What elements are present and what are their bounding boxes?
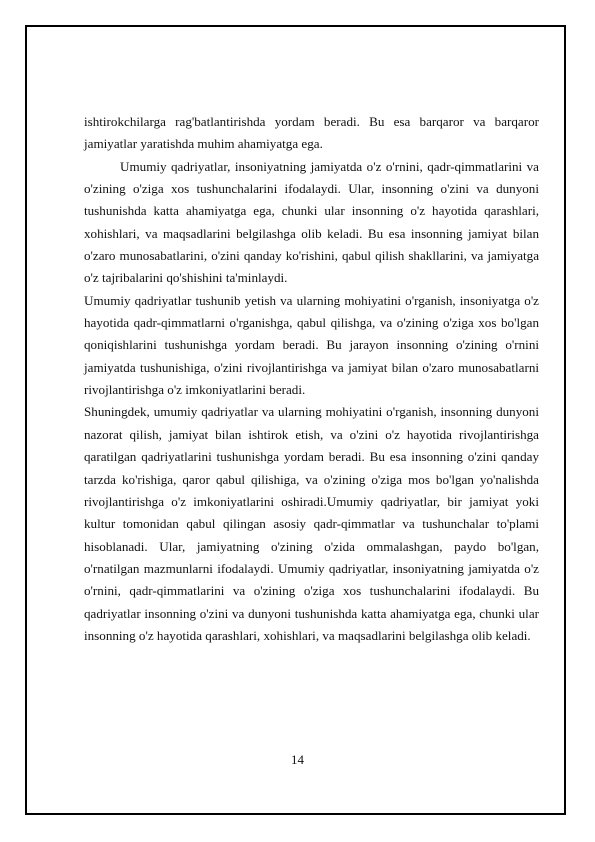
paragraph-shuningdek: Shuningdek, umumiy qadriyatlar va ularning mohiyatini o'rganish, insonning dunyoni nazorat qilish, jamiyat bilan ishtirok etish, va o'zini o'z hayotida rivojlantirishga qaratilgan qadriyatlarini tushunishga yordam beradi. Bu esa insonning o'zini qanday tarzda ko'rishiga, qaror qabul qilishiga, va o'zining o'ziga mos bo'lgan yo'nalishda rivojlantirishga o'z imkoniyatlarini oshiradi.Umumiy qadriyatlar, bir jamiyat yoki kultur tomonidan qabul qilingan asosiy qadr-qimmatlar va tushunchalar to'plami hisoblanadi. Ular, jamiyatning o'zining o'zida ommalashgan, paydo bo'lgan, o'rnatilgan mazmunlarni ifodalaydi. Umumiy qadriyatlar, insoniyatning jamiyatda o'z o'rnini, qadr-qimmatlarini va o'zining o'ziga xos tushunchalarini ifodalaydi. Bu qadriyatlar insonning o'zini va dunyoni tushunishda katta ahamiyatga ega, chunki ular insonning o'z hayotida qarashlari, xohishlari, va maqsadlarini belgilashga olib keladi. <box>84 404 539 643</box>
page-number: 14 <box>291 752 304 767</box>
paragraph-tushunib-yetish: Umumiy qadriyatlar tushunib yetish va ularning mohiyatini o'rganish, insoniyatga o'z hayotida qadr-qimmatlarni o'rganishga, qabul qilishga, va o'zining o'ziga xos bo'lgan qoniqishlarini tushunishga yordam beradi. Bu jarayon insonning o'zining o'rnini jamiyatda tushunishiga, o'zini rivojlantirishga va jamiyat bilan o'zaro munosabatlarni rivojlantirishga o'z imkoniyatlarini beradi. <box>84 292 539 398</box>
page-body <box>84 111 539 647</box>
paragraph-umumiy-qadriyatlar: Umumiy qadriyatlar, insoniyatning jamiyatda o'z o'rnini, qadr-qimmatlarini va o'zining o'ziga xos tushunchalarini ifodalaydi. Ular, insonning o'zini va dunyoni tushunishda katta ahamiyatga ega, chunki ular insonning o'z hayotida qarashlari, xohishlari, va maqsadlarini belgilashga olib keladi. Bu esa insonning jamiyat bilan o'zaro munosabatlarini, o'zini qanday ko'rishini, qabul qilish shakllarini, va jamiyatga o'z tajribalarini qo'shishini ta'minlaydi. <box>84 158 539 286</box>
paragraph-continuation: ishtirokchilarga rag'batlantirishda yordam beradi. Bu esa barqaror va barqaror jamiyatlar yaratishda muhim ahamiyatga ega. <box>84 114 539 152</box>
